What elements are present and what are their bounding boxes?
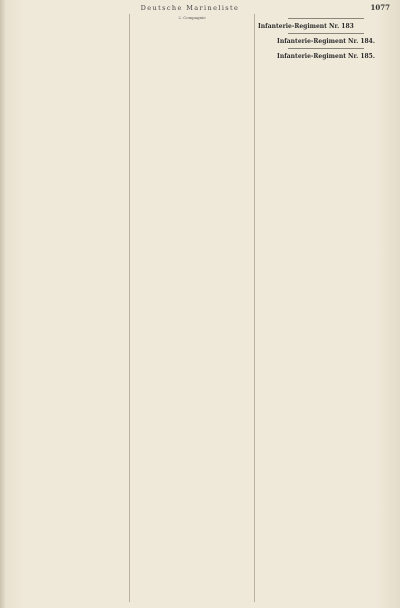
page-number: 1077 [370,3,390,12]
column-1 [8,14,126,602]
column-rule [254,14,255,602]
page-edge-shadow [0,0,6,608]
regiment-heading: Infanterie-Regiment Nr. 185. [277,53,375,60]
running-head: Deutsche Marineliste [140,4,240,12]
regiment-heading: Infanterie-Regiment Nr. 184. [277,38,375,45]
section-label: 2. Compagnie [178,15,206,20]
column-rule [129,14,130,602]
divider [288,48,364,49]
divider [288,33,364,34]
divider [288,18,364,19]
column-2 [133,14,251,602]
regiment-heading: Infanterie-Regiment Nr. 183 [258,23,354,30]
column-3 [258,14,394,602]
